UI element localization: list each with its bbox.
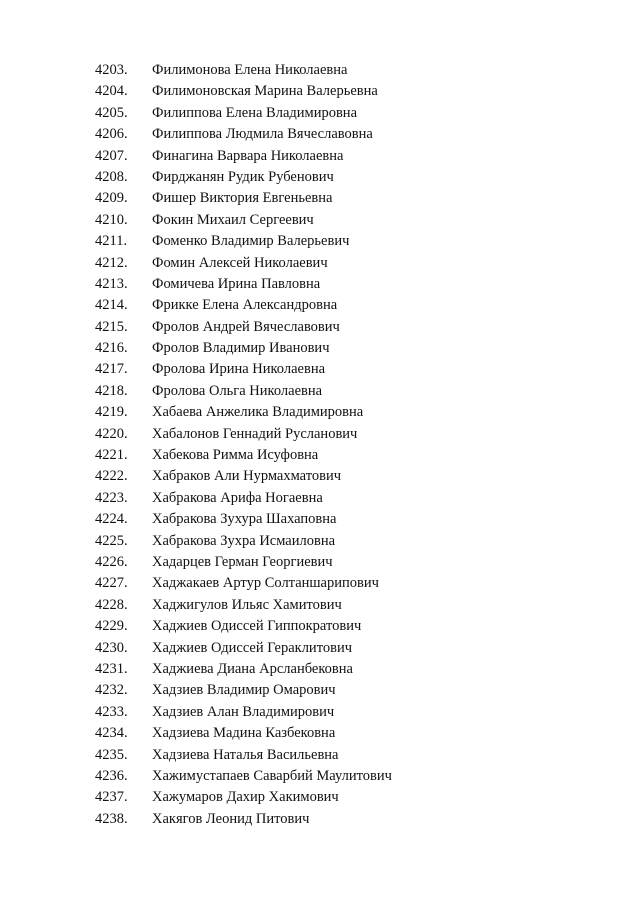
entry-number: 4226. [95,553,128,570]
entry-number: 4206. [95,126,128,143]
entry-number: 4221. [95,447,128,464]
list-item [0,231,640,252]
list-item [0,359,640,380]
entry-number: 4227. [95,575,128,592]
entry-name: Филиппова Людмила Вячеславовна [152,126,373,143]
entry-number: 4207. [95,147,128,164]
name-list [0,60,640,830]
entry-number: 4225. [95,532,128,549]
entry-name: Хабракова Зухура Шахаповна [152,511,337,528]
entry-number: 4224. [95,511,128,528]
entry-number: 4208. [95,168,128,185]
entry-number: 4222. [95,468,128,485]
entry-number: 4210. [95,211,128,228]
list-item [0,787,640,808]
list-item [0,552,640,573]
entry-name: Хабалонов Геннадий Русланович [152,425,358,442]
entry-name: Хаджиев Одиссей Гиппократович [152,618,362,635]
list-item [0,723,640,744]
entry-number: 4223. [95,489,128,506]
entry-number: 4216. [95,340,128,357]
list-item [0,338,640,359]
entry-name: Фирджанян Рудик Рубенович [152,168,334,185]
entry-number: 4209. [95,190,128,207]
entry-name: Фролова Ирина Николаевна [152,361,326,378]
entry-name: Фокин Михаил Сергеевич [152,211,314,228]
list-item [0,659,640,680]
entry-number: 4211. [95,233,128,250]
list-item [0,766,640,787]
entry-name: Хаджигулов Ильяс Хамитович [152,596,342,613]
entry-number: 4213. [95,275,128,292]
entry-number: 4233. [95,703,128,720]
entry-name: Хадарцев Герман Георгиевич [152,553,333,570]
entry-number: 4238. [95,810,128,827]
entry-name: Хаджиева Диана Арсланбековна [152,660,353,677]
entry-name: Фоменко Владимир Валерьевич [152,233,350,250]
entry-number: 4204. [95,83,128,100]
entry-name: Филимонова Елена Николаевна [152,62,348,78]
list-item [0,295,640,316]
list-item [0,595,640,616]
entry-number: 4231. [95,660,128,677]
list-item [0,188,640,209]
list-item [0,680,640,701]
entry-name: Хаджакаев Артур Солтаншарипович [152,575,379,592]
entry-name: Фролов Владимир Иванович [152,340,330,357]
list-item [0,445,640,466]
list-item [0,531,640,552]
list-item [0,381,640,402]
list-item [0,424,640,445]
list-item [0,81,640,102]
list-item [0,573,640,594]
entry-number: 4228. [95,596,128,613]
entry-name: Хадзиева Наталья Васильевна [152,746,339,763]
entry-name: Хадзиева Мадина Казбековна [152,725,336,742]
entry-name: Хабракова Зухра Исмаиловна [152,532,336,549]
list-item [0,146,640,167]
entry-name: Хабракова Арифа Ногаевна [152,489,323,506]
entry-name: Фомичева Ирина Павловна [152,275,321,292]
list-item [0,253,640,274]
entry-name: Хабаева Анжелика Владимировна [152,404,364,421]
list-item [0,274,640,295]
list-item [0,60,640,81]
entry-name: Хакягов Леонид Питович [152,810,310,827]
list-item [0,466,640,487]
entry-name: Хажимустапаев Саварбий Маулитович [152,767,392,784]
entry-number: 4229. [95,618,128,635]
entry-number: 4234. [95,725,128,742]
entry-number: 4205. [95,104,128,121]
entry-name: Хаджиев Одиссей Гераклитович [152,639,352,656]
list-item [0,167,640,188]
entry-number: 4237. [95,789,128,806]
entry-number: 4212. [95,254,128,271]
entry-number: 4219. [95,404,128,421]
entry-number: 4220. [95,425,128,442]
entry-name: Хадзиев Алан Владимирович [152,703,335,720]
list-item [0,124,640,145]
entry-number: 4235. [95,746,128,763]
list-item [0,616,640,637]
list-item [0,702,640,723]
list-item [0,509,640,530]
entry-name: Фролова Ольга Николаевна [152,382,323,399]
entry-name: Филимоновская Марина Валерьевна [152,83,378,100]
entry-name: Фишер Виктория Евгеньевна [152,190,333,207]
entry-number: 4236. [95,767,128,784]
entry-name: Филиппова Елена Владимировна [152,104,358,121]
entry-name: Хажумаров Дахир Хакимович [152,789,339,806]
entry-number: 4217. [95,361,128,378]
list-item [0,488,640,509]
entry-name: Фомин Алексей Николаевич [152,254,328,271]
list-item [0,809,640,830]
list-item [0,317,640,338]
entry-number: 4232. [95,682,128,699]
entry-number: 4215. [95,318,128,335]
list-item [0,210,640,231]
list-item [0,402,640,423]
entry-number: 4218. [95,382,128,399]
list-item [0,745,640,766]
entry-name: Фролов Андрей Вячеславович [152,318,340,335]
entry-number: 4214. [95,297,128,314]
list-item [0,638,640,659]
entry-name: Хабекова Римма Исуфовна [152,447,319,464]
entry-name: Финагина Варвара Николаевна [152,147,344,164]
entry-number: 4203. [95,62,128,78]
entry-number: 4230. [95,639,128,656]
entry-name: Фрикке Елена Александровна [152,297,338,314]
list-item [0,103,640,124]
entry-name: Хадзиев Владимир Омарович [152,682,336,699]
entry-name: Хабраков Али Нурмахматович [152,468,342,485]
